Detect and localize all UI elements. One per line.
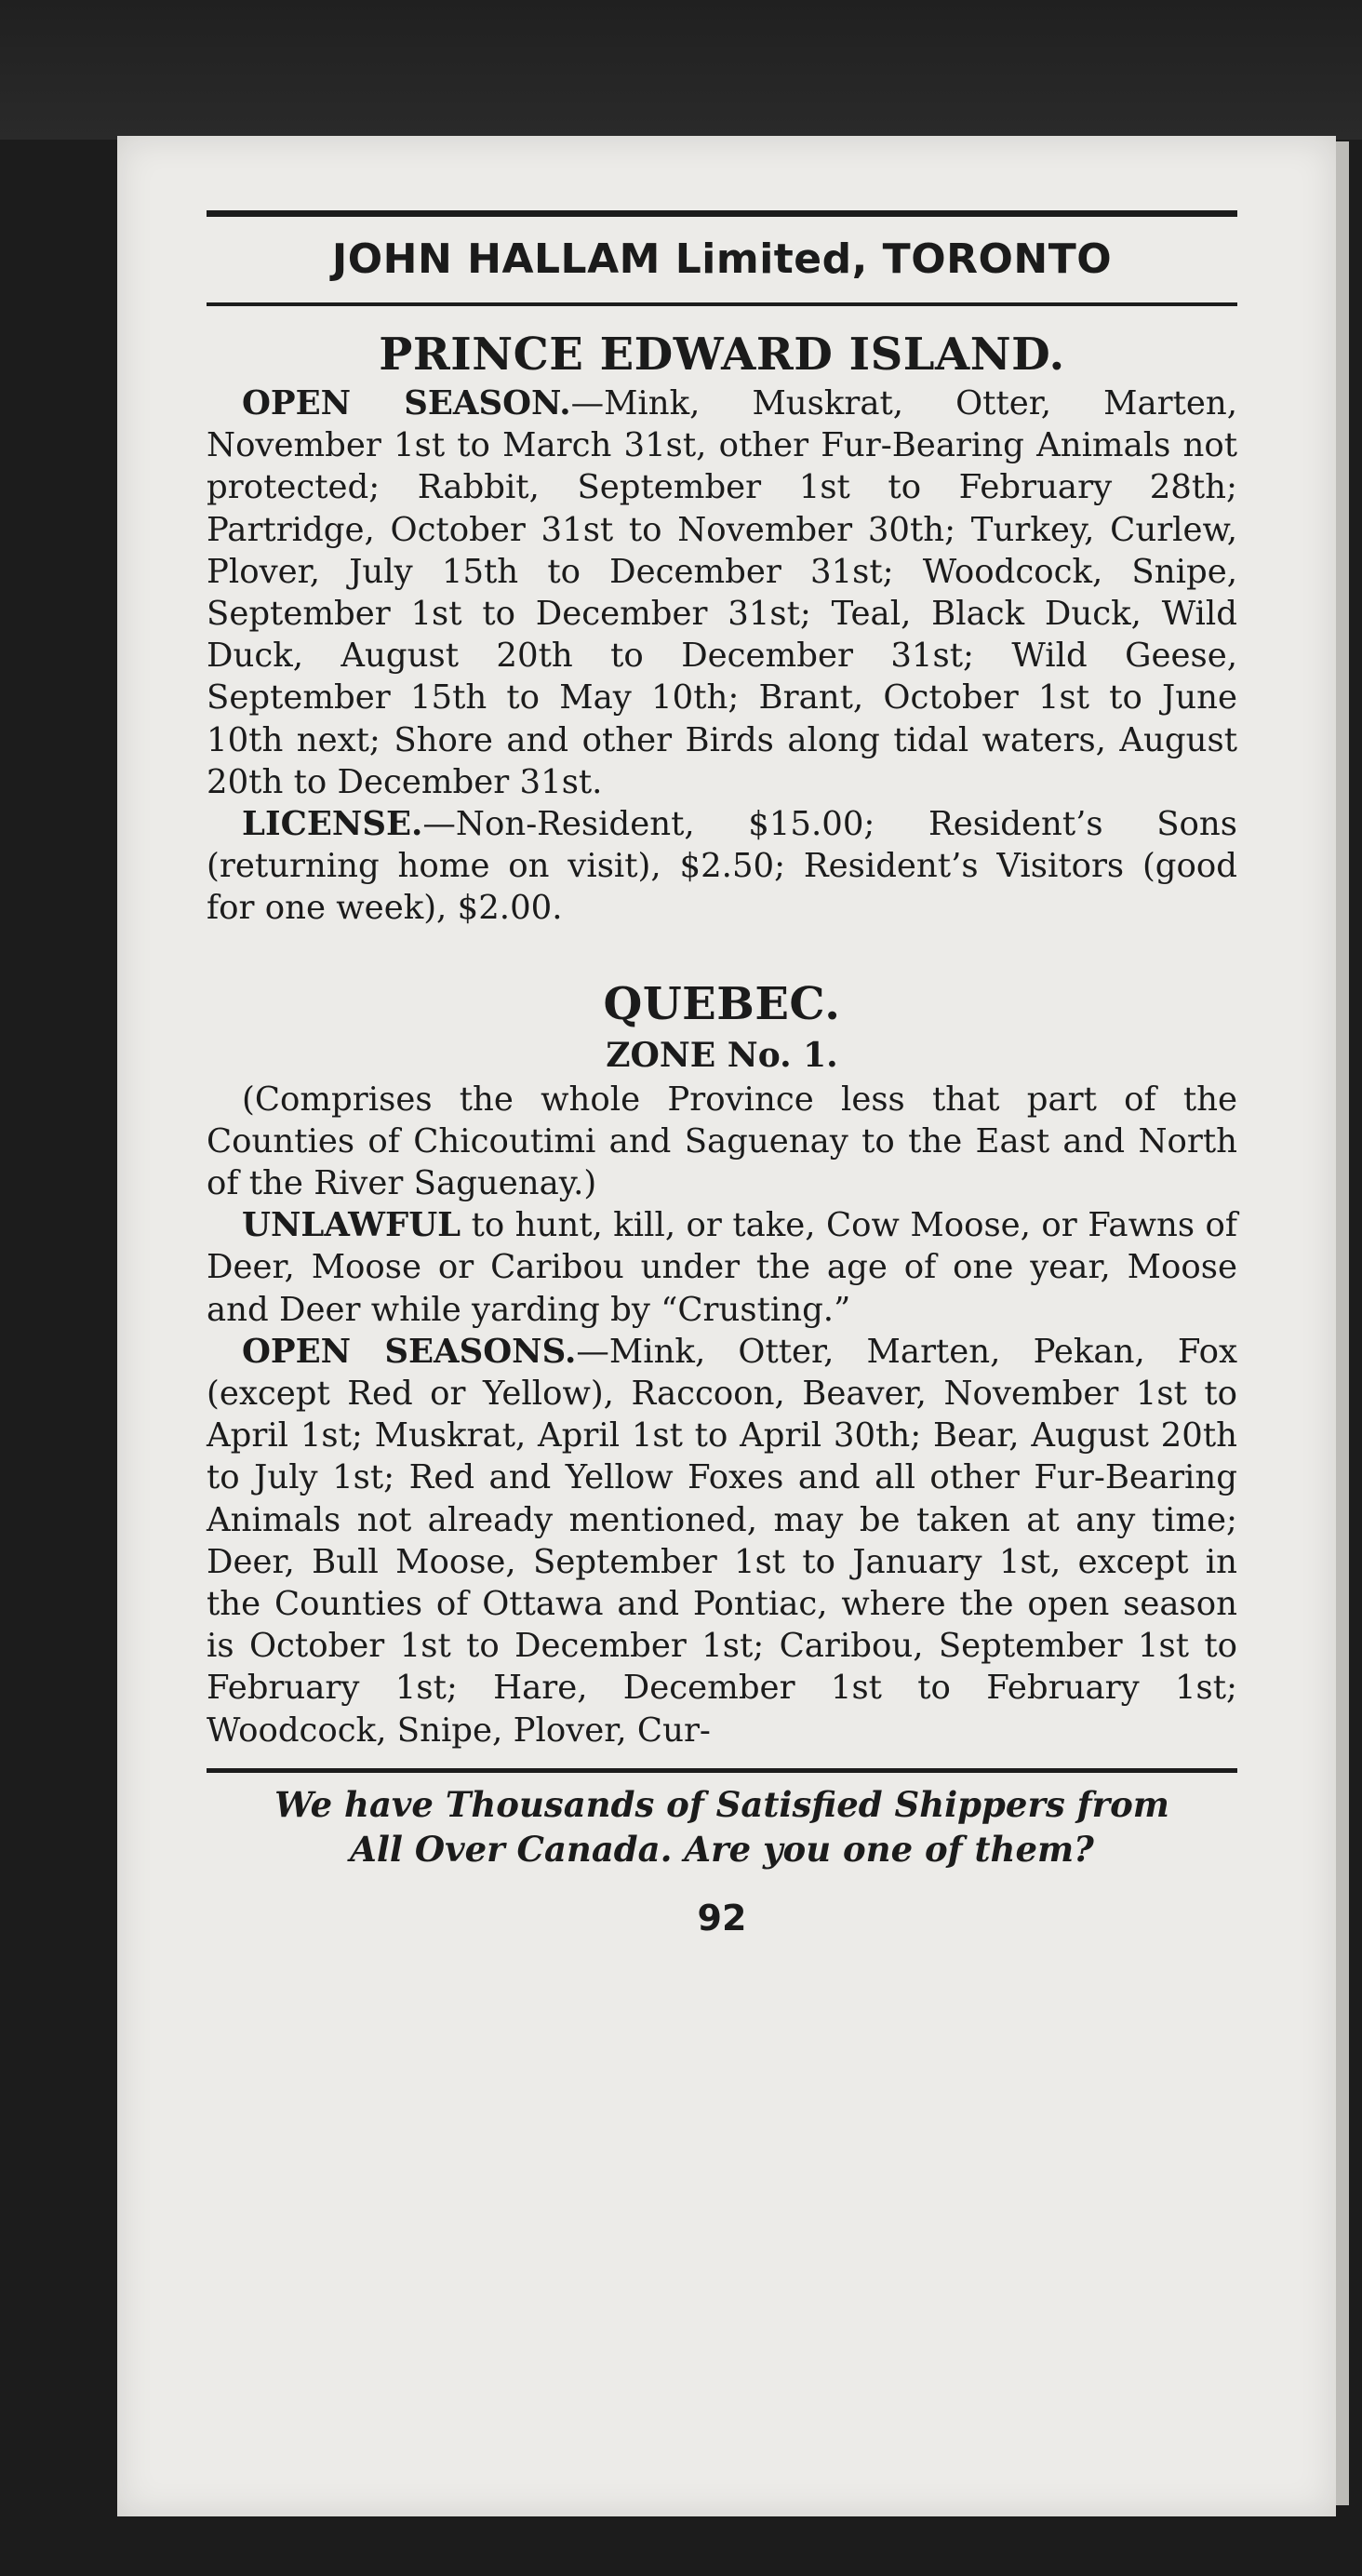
pei-license [207, 803, 1237, 930]
running-header: JOHN HALLAM Limited, TORONTO [331, 235, 1113, 283]
pei-license-text: —Non-Resident, $15.00; Resident’s Sons (returning home on visit), $2.50; Resident’s Visitors (good for one week), $2.00. [207, 805, 1237, 928]
page-number: 92 [697, 1897, 747, 1939]
zone-note: (Comprises the whole Province less that part of the Counties of Chicoutimi and Saguenay to the East and North of the River Saguenay.) [207, 1080, 1237, 1203]
pei-license-lead: LICENSE. [242, 805, 423, 844]
quebec-open-seasons [207, 1331, 1237, 1751]
zone-title: ZONE No. 1. [606, 1035, 838, 1075]
pei-open-season-text: —Mink, Muskrat, Otter, Marten, November 1st to March 31st, other Fur-Bearing Animals not protected; Rabbit, September 1st to February 28th; Partridge, October 31st to November 30th; Turkey, Curlew, Plover, July 15th to December 31st; Woodcock, Snipe, September 1st to December 31st; Teal, Black Duck, Wild Duck, August 20th to December 31st; Wild Geese, September 15th to May 10th; Brant, October 1st to June 10th next; Shore and other Birds along tidal waters, August 20th to December 31st. [207, 384, 1238, 801]
quebec-unlawful [207, 1204, 1237, 1331]
section-title-pei: PRINCE EDWARD ISLAND. [379, 329, 1065, 381]
section-title-quebec: QUEBEC. [603, 977, 841, 1030]
header-rule-top [207, 210, 1237, 217]
page-edge [1336, 141, 1349, 2505]
header-rule-bottom [207, 302, 1237, 306]
film-strip-border [0, 0, 1362, 140]
page-content [207, 210, 1237, 1939]
footer-rule [207, 1768, 1237, 1773]
tagline-line-2: All Over Canada. Are you one of them? [350, 1828, 1094, 1870]
quebec-open-seasons-text: —Mink, Otter, Marten, Pekan, Fox (except Red or Yellow), Raccoon, Beaver, November 1st to April 1st; Muskrat, April 1st to April 30th; Bear, August 20th to July 1st; Red and Yellow Foxes and all other Fur-Bearing Animals not already mentioned, may be taken at any time; Deer, Bull Moose, September 1st to January 1st, except in the Counties of Ottawa and Pontiac, where the open season is October 1st to December 1st; Caribou, September 1st to February 1st; Hare, December 1st to February 1st; Woodcock, Snipe, Plover, Cur- [207, 1332, 1237, 1750]
quebec-open-seasons-lead: OPEN SEASONS. [242, 1332, 577, 1371]
quebec-unlawful-lead: UNLAWFUL [242, 1206, 461, 1245]
pei-open-season [207, 382, 1237, 803]
tagline-line-1: We have Thousands of Satisfied Shippers from [274, 1783, 1169, 1825]
quebec-unlawful-text: to hunt, kill, or take, Cow Moose, or Fawns of Deer, Moose or Caribou under the age of one year, Moose and Deer while yarding by “Crusting.” [207, 1206, 1237, 1329]
footer-tagline [207, 1782, 1237, 1872]
pei-open-season-lead: OPEN SEASON. [242, 384, 571, 423]
